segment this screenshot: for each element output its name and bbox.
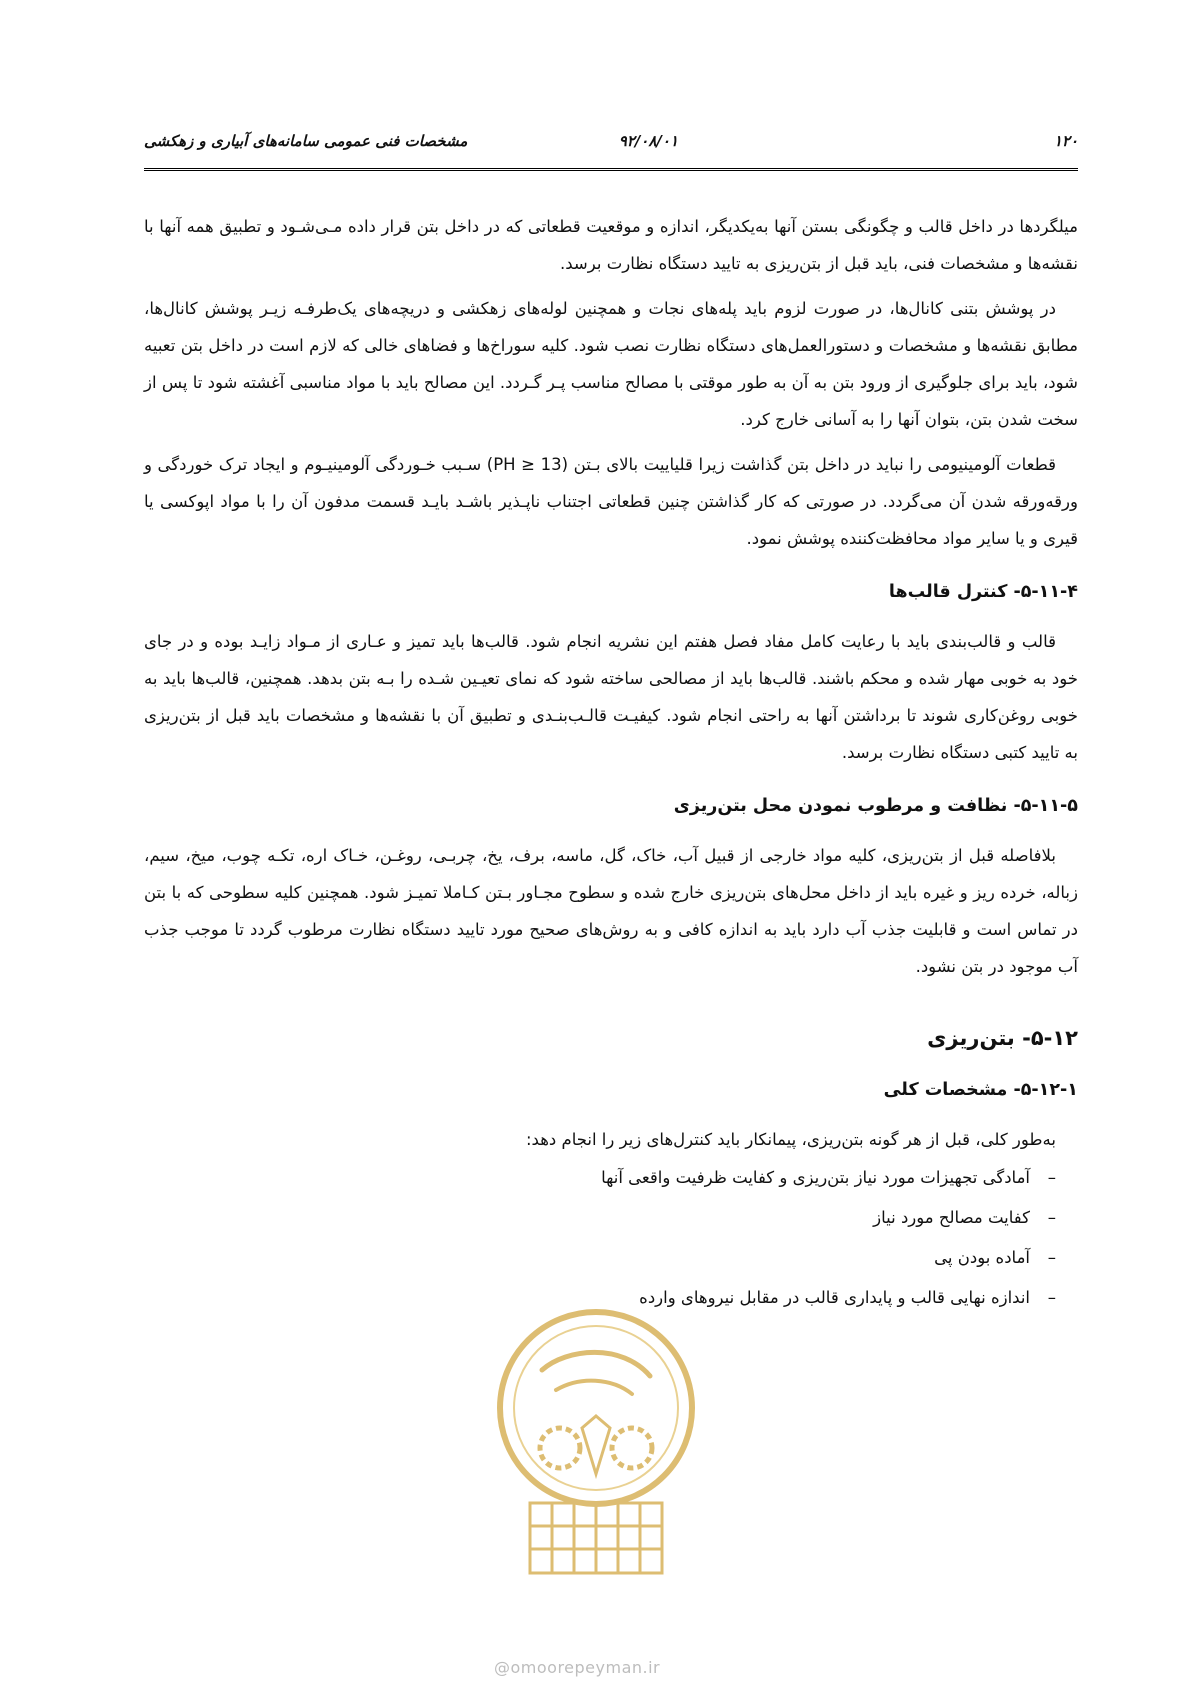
page-number: ۱۲۰	[1053, 132, 1078, 150]
bullet-dash: –	[1047, 1168, 1056, 1187]
list-item-text: آمادگی تجهیزات مورد نیاز بتن‌ریزی و کفایت ظرفیت واقعی آنها	[601, 1168, 1030, 1187]
list-item	[144, 1238, 1056, 1278]
bullet-dash: –	[1047, 1248, 1056, 1267]
list-item-text: آماده بودن پی	[934, 1248, 1030, 1267]
watermark-logo	[472, 1298, 720, 1588]
paragraph: قطعات آلومینیومی را نباید در داخل بتن گذاشت زیرا قلیاییت بالای بـتن (PH ≥ 13) سـبب خـوردگی آلومینیـوم و ایجاد ترک خوردگی و ورقه‌ورقه شدن آن می‌گردد. در صورتی که کار گذاشتن چنین قطعاتی اجتناب ناپـذیر باشـد بایـد قسمت مدفون آن را با مواد اپوکسی یا قیری و یا سایر مواد محافظت‌کننده پوشش نمود.	[144, 455, 1078, 548]
bullet-dash: –	[1047, 1288, 1056, 1307]
paragraph: بلافاصله قبل از بتن‌ریزی، کلیه مواد خارجی از قبیل آب، خاک، گل، ماسه، برف، یخ، چربـی، روغـن، خـاک اره، تکـه چوب، میخ، سیم، زباله، خرده ریز و غیره باید از داخل محل‌های بتن‌ریزی خارج شده و سطوح مجـاور بـتن کـاملا تمیـز شود. همچنین کلیه سطوحی که با بتن در تماس است و قابلیت جذب آب دارد باید به اندازه کافی و به روش‌های صحیح مورد تایید دستگاه نظارت مرطوب گردد تا موجب جذب آب موجود در بتن نشود.	[144, 846, 1078, 976]
list-item	[144, 1198, 1056, 1238]
list-item	[144, 1158, 1056, 1198]
header-title: مشخصات فنی عمومی سامانه‌های آبیاری و زهکشی	[144, 132, 468, 150]
bullet-dash: –	[1047, 1208, 1056, 1227]
section-heading: ۵-۱۱-۵- نظافت و مرطوب نمودن محل بتن‌ریزی	[673, 796, 1078, 816]
section-heading: ۵-۱۱-۴- کنترل قالب‌ها	[888, 582, 1078, 602]
page-header	[144, 128, 1078, 171]
paragraph: در پوشش بتنی کانال‌ها، در صورت لزوم باید پله‌های نجات و همچنین لوله‌های زهکشی و دریچه‌های یک‌طرفـه زیـر پوشش کانال‌ها، مطابق نقشه‌ها و مشخصات و دستورالعمل‌های دستگاه نظارت نصب شود. کلیه سوراخ‌ها و فضاهای خالی که لازم است در داخل بتن تعبیه شود، باید برای جلوگیری از ورود بتن به آن به طور موقتی با مصالح مناسب پـر گـردد. این مصالح باید با مواد مناسبی آغشته شود تا پس از سخت شدن بتن، بتوان آنها را به آسانی خارج کرد.	[144, 299, 1078, 429]
checklist	[144, 1158, 1078, 1318]
list-item-text: اندازه نهایی قالب و پایداری قالب در مقابل نیروهای وارده	[639, 1288, 1030, 1307]
paragraph: قالب و قالب‌بندی باید با رعایت کامل مفاد فصل هفتم این نشریه انجام شود. قالب‌ها باید تمیز و عـاری از مـواد زایـد بوده و در جای خود به خوبی مهار شده و محکم باشند. قالب‌ها باید از مصالحی ساخته شود که نمای تعیـین شـده را بـه بتن بدهد. همچنین، قالب‌ها باید به خوبی روغن‌کاری شوند تا برداشتن آنها به راحتی انجام شود. کیفیـت قالـب‌بنـدی و تطبیق آن با نقشه‌ها و مشخصات باید قبل از بتن‌ریزی به تایید کتبی دستگاه نظارت برسد.	[144, 632, 1078, 762]
chapter-heading: ۵-۱۲- بتن‌ریزی	[927, 1026, 1078, 1050]
paragraph: میلگردها در داخل قالب و چگونگی بستن آنها به‌یکدیگر، اندازه و موقعیت قطعاتی که در داخل بتن قرار داده مـی‌شـود و تطبیق همه آنها با نقشه‌ها و مشخصات فنی، باید قبل از بتن‌ریزی به تایید دستگاه نظارت برسد.	[144, 217, 1078, 273]
watermark-url: @omoorepeyman.ir	[494, 1658, 661, 1677]
header-date: ۹۲/۰۸/۰۱	[618, 132, 678, 150]
list-item-text: کفایت مصالح مورد نیاز	[873, 1208, 1030, 1227]
section-heading: ۵-۱۲-۱- مشخصات کلی	[883, 1080, 1078, 1100]
page-content	[144, 208, 1078, 1318]
paragraph: به‌طور کلی، قبل از هر گونه بتن‌ریزی، پیمانکار باید کنترل‌های زیر را انجام دهد:	[525, 1130, 1056, 1149]
